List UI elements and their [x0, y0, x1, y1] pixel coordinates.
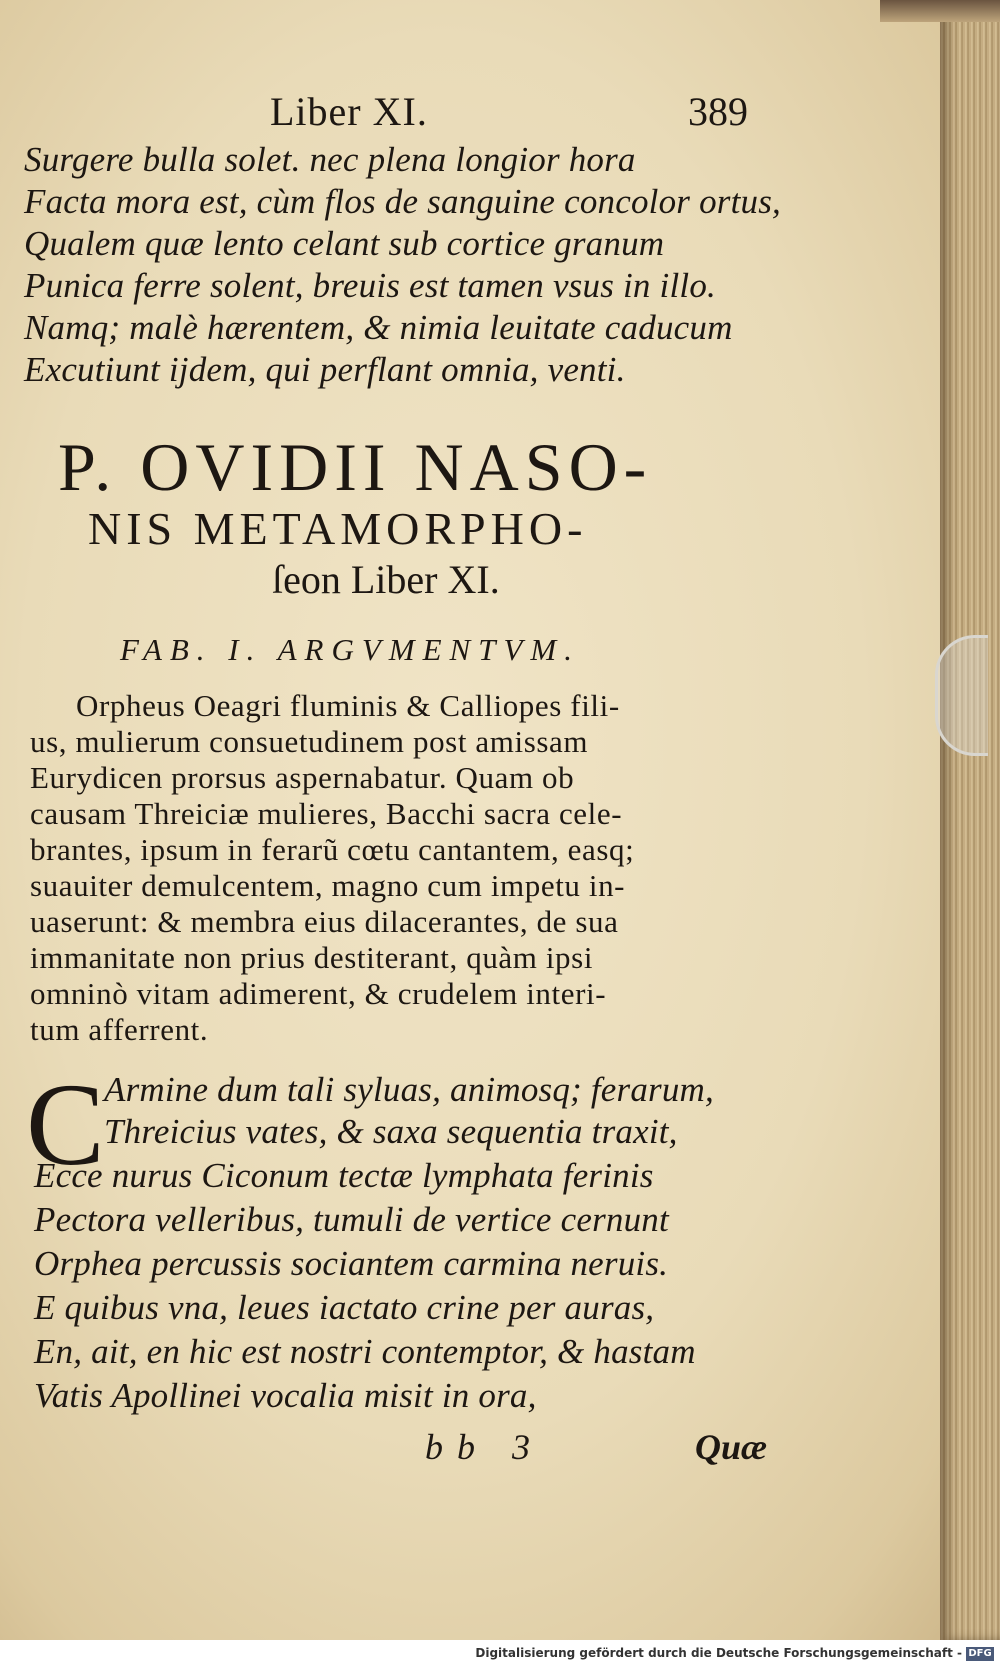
- drop-cap-initial: C: [26, 1059, 105, 1190]
- verse-line: Orphea percussis sociantem carmina neruis.: [34, 1244, 669, 1283]
- verse-line: Qualem quæ lento celant sub cortice granum: [24, 224, 665, 263]
- verse-line: E quibus vna, leues iactato crine per auras,: [34, 1288, 655, 1327]
- argument-line: tum afferrent.: [30, 1012, 209, 1047]
- verse-line: Punica ferre solent, breuis est tamen vsus in illo.: [24, 266, 716, 305]
- verse-line: Armine dum tali syluas, animosq; ferarum,: [104, 1070, 714, 1109]
- argument-line: brantes, ipsum in ferarũ cœtu cantantem, easq;: [30, 832, 635, 867]
- argument-line: Eurydicen prorsus aspernabatur. Quam ob: [30, 760, 575, 795]
- argument-line: omninò vitam adimerent, & crudelem interi-: [30, 976, 607, 1011]
- signature-mark: bb 3: [425, 1427, 544, 1467]
- book-title-line-2: NIS METAMORPHO-: [88, 503, 588, 554]
- funding-credit: Digitalisierung gefördert durch die Deutsche Forschungsgemeinschaft -: [475, 1646, 962, 1660]
- argument-line: suauiter demulcentem, magno cum impetu in-: [30, 868, 626, 903]
- verse-line: Ecce nurus Ciconum tectæ lymphata ferinis: [34, 1156, 654, 1195]
- verse-line: Pectora velleribus, tumuli de vertice cernunt: [34, 1200, 669, 1239]
- verse-line: Facta mora est, cùm flos de sanguine concolor ortus,: [24, 182, 781, 221]
- page-number: 389: [688, 89, 748, 134]
- argument-line: immanitate non prius destiterant, quàm ipsi: [30, 940, 594, 975]
- verse-line: En, ait, en hic est nostri contemptor, & hastam: [34, 1332, 696, 1371]
- verse-line: Excutiunt ijdem, qui perflant omnia, venti.: [24, 350, 626, 389]
- running-head: Liber XI.: [270, 89, 428, 134]
- dfg-logo-icon: DFG: [966, 1647, 994, 1661]
- argument-line: uaserunt: & membra eius dilacerantes, de sua: [30, 904, 619, 939]
- footer-bar: [0, 1640, 1000, 1668]
- argument-line: us, mulierum consuetudinem post amissam: [30, 724, 589, 759]
- book-title-line-3: ſeon Liber XI.: [272, 557, 500, 602]
- book-title-line-1: P. OVIDII NASO-: [58, 429, 653, 505]
- catchword: Quæ: [695, 1427, 768, 1467]
- verse-line: Threicius vates, & saxa sequentia traxit,: [104, 1112, 678, 1151]
- page-clip: [935, 635, 988, 756]
- argument-line: Orpheus Oeagri fluminis & Calliopes fili-: [76, 688, 620, 723]
- verse-line: Vatis Apollinei vocalia misit in ora,: [34, 1376, 537, 1415]
- fabula-heading: FAB. I. ARGVMENTVM.: [120, 632, 580, 667]
- verse-line: Namq; malè hærentem, & nimia leuitate caducum: [24, 308, 733, 347]
- binding-top-edge: [880, 0, 1000, 22]
- page-stack-edge: [940, 0, 1000, 1640]
- argument-line: causam Threiciæ mulieres, Bacchi sacra cele-: [30, 796, 623, 831]
- verse-line: Surgere bulla solet. nec plena longior hora: [24, 140, 636, 179]
